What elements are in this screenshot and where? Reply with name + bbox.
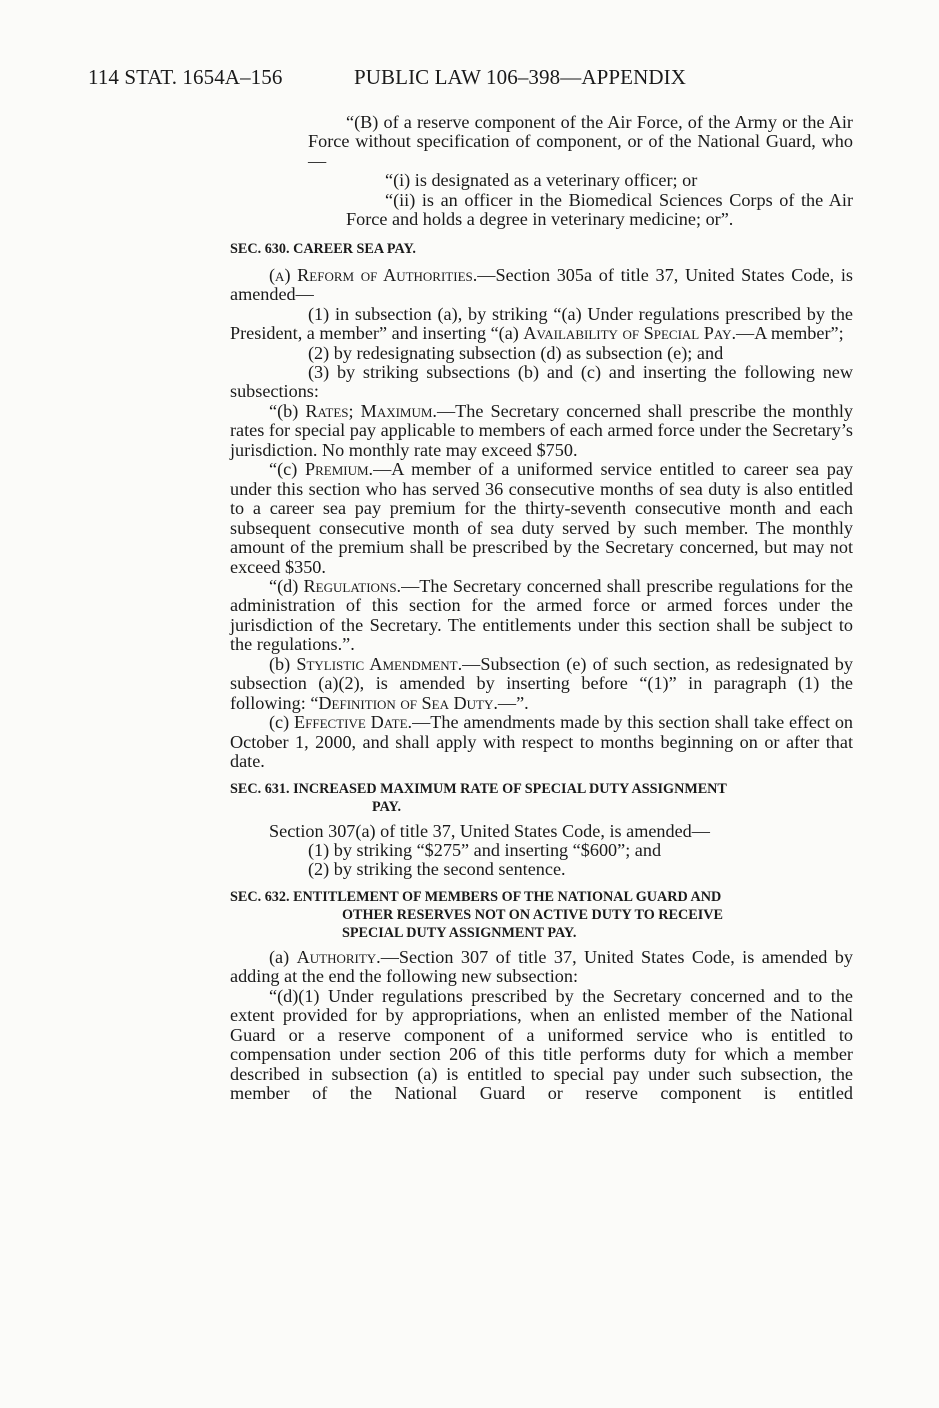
- sec632-a-label: Authority.: [296, 946, 381, 967]
- sec630-d-open: “(d): [269, 575, 299, 596]
- sec630-stylistic-smallcaps: Definition of Sea Duty: [318, 692, 494, 713]
- sec631-item-1: (1) by striking “$275” and inserting “$600”; and: [308, 839, 662, 860]
- running-title: PUBLIC LAW 106–398—APPENDIX: [354, 65, 686, 89]
- section-632-heading-line1: SEC. 632. ENTITLEMENT OF MEMBERS OF THE NATIONAL GUARD AND: [230, 888, 722, 905]
- sec632-a-text: —Section 307 of title 37, United States Code, is amended by adding at the end the following new subsection:: [230, 946, 853, 987]
- para-ii-biomedical-corps: “(ii) is an officer in the Biomedical Sciences Corps of the Air Force and holds a degree in veterinary medicine; or”.: [346, 189, 853, 230]
- sec630-subsection-c-effective: [230, 713, 853, 771]
- sec630-new-subsection-d: [230, 577, 853, 655]
- sec630-effective-label: Effective Date.: [294, 712, 413, 733]
- sec630-c-open: “(c): [269, 459, 298, 480]
- para-i-veterinary-officer: “(i) is designated as a veterinary officer; or: [385, 170, 698, 191]
- sec630-stylistic-open: (b): [269, 653, 291, 674]
- page-folio: 114 STAT. 1654A–156: [88, 65, 283, 89]
- running-head: [88, 64, 686, 90]
- section-631-heading: [230, 780, 853, 816]
- page-body: [230, 113, 853, 1103]
- sec630-c-text: —A member of a uniformed service entitled to career sea pay under this section who has served 36 consecutive months of sea duty is also entitled to a career sea pay premium for the thirty-seventh consecutive month and each subsequent consecutive month of sea duty served by such member. The monthly amount of the premium shall be prescribed by the Secretary concerned, but may not exceed $350.: [230, 459, 854, 577]
- sec630-b-text: —The Secretary concerned shall prescribe the monthly rates for special pay applicable to members of each armed force under the Secretary’s jurisdiction. No monthly rate may exceed $750.: [230, 400, 854, 460]
- sec630-subsection-a: [230, 266, 853, 305]
- para-b-reserve-component: “(B) of a reserve component of the Air Force, of the Army or the Air Force without specification of component, or of the National Guard, who—: [308, 112, 853, 171]
- sec630-effective-open: (c): [269, 712, 290, 733]
- sec631-intro: Section 307(a) of title 37, United States Code, is amended—: [269, 820, 710, 841]
- sec630-a-label: (a) Reform of Authorities.: [269, 264, 478, 285]
- sec630-a-paragraph-3: (3) by striking subsections (b) and (c) and inserting the following new subsections:: [230, 361, 853, 402]
- section-632-heading-line3: SPECIAL DUTY ASSIGNMENT PAY.: [342, 924, 577, 941]
- sec630-stylistic-label: Stylistic Amendment.: [296, 653, 463, 674]
- sec630-subsection-b-stylistic: [230, 655, 853, 713]
- section-632-heading-line2: OTHER RESERVES NOT ON ACTIVE DUTY TO RECEIVE: [342, 906, 723, 923]
- sec630-a-paragraph-2: (2) by redesignating subsection (d) as subsection (e); and: [308, 342, 724, 363]
- sec630-a1-smallcaps: Availability of Special Pay: [523, 323, 732, 344]
- sec632-new-subsection-d1: “(d)(1) Under regulations prescribed by the Secretary concerned and to the extent provided for by appropriations, when an enlisted member of the National Guard or a reserve component of a uniformed service who is entitled to compensation under section 206 of this title performs duty for which a member described in subsection (a) is entitled to special pay under such subsection, the member of the National Guard or reserve component is entitled: [230, 985, 853, 1104]
- sec631-item-2: (2) by striking the second sentence.: [308, 859, 566, 880]
- section-630-heading: SEC. 630. CAREER SEA PAY.: [230, 240, 416, 257]
- sec630-stylistic-text: —Subsection (e) of such section, as redesignated by subsection (a)(2), is amended by inserting before “(1)” in paragraph (1) the following: “: [230, 653, 853, 713]
- sec630-new-subsection-b: [230, 402, 853, 460]
- sec630-stylistic-end: .—”.: [493, 692, 529, 713]
- sec630-effective-text: —The amendments made by this section shall take effect on October 1, 2000, and shall apply with respect to months beginning on or after that date.: [230, 712, 854, 772]
- sec630-new-subsection-c: [230, 460, 853, 577]
- sec630-a1-end: .—A member”;: [731, 323, 844, 344]
- sec630-d-label: Regulations.: [303, 575, 402, 596]
- sec632-a-open: (a): [269, 946, 290, 967]
- sec632-subsection-a: [230, 948, 853, 987]
- sec630-d-text: —The Secretary concerned shall prescribe regulations for the administration of this section for the armed force or armed forces under the jurisdiction of the Secretary. The entitlements under this section shall be subject to the regulations.”.: [230, 575, 854, 655]
- section-631-heading-line2: PAY.: [372, 798, 402, 815]
- sec630-b-label: Rates; Maximum.: [305, 400, 437, 421]
- section-631-heading-line1: SEC. 631. INCREASED MAXIMUM RATE OF SPECIAL DUTY ASSIGNMENT: [230, 780, 727, 797]
- section-632-heading: [230, 888, 853, 942]
- sec630-c-label: Premium.: [304, 459, 374, 480]
- sec630-a1-text: (1) in subsection (a), by striking “(a) Under regulations prescribed by the President, a member” and inserting “(a): [230, 303, 853, 344]
- sec630-a-text: —Section 305a of title 37, United States Code, is amended—: [230, 264, 853, 305]
- sec630-a-paragraph-1: [230, 305, 853, 344]
- sec630-b-open: “(b): [269, 400, 299, 421]
